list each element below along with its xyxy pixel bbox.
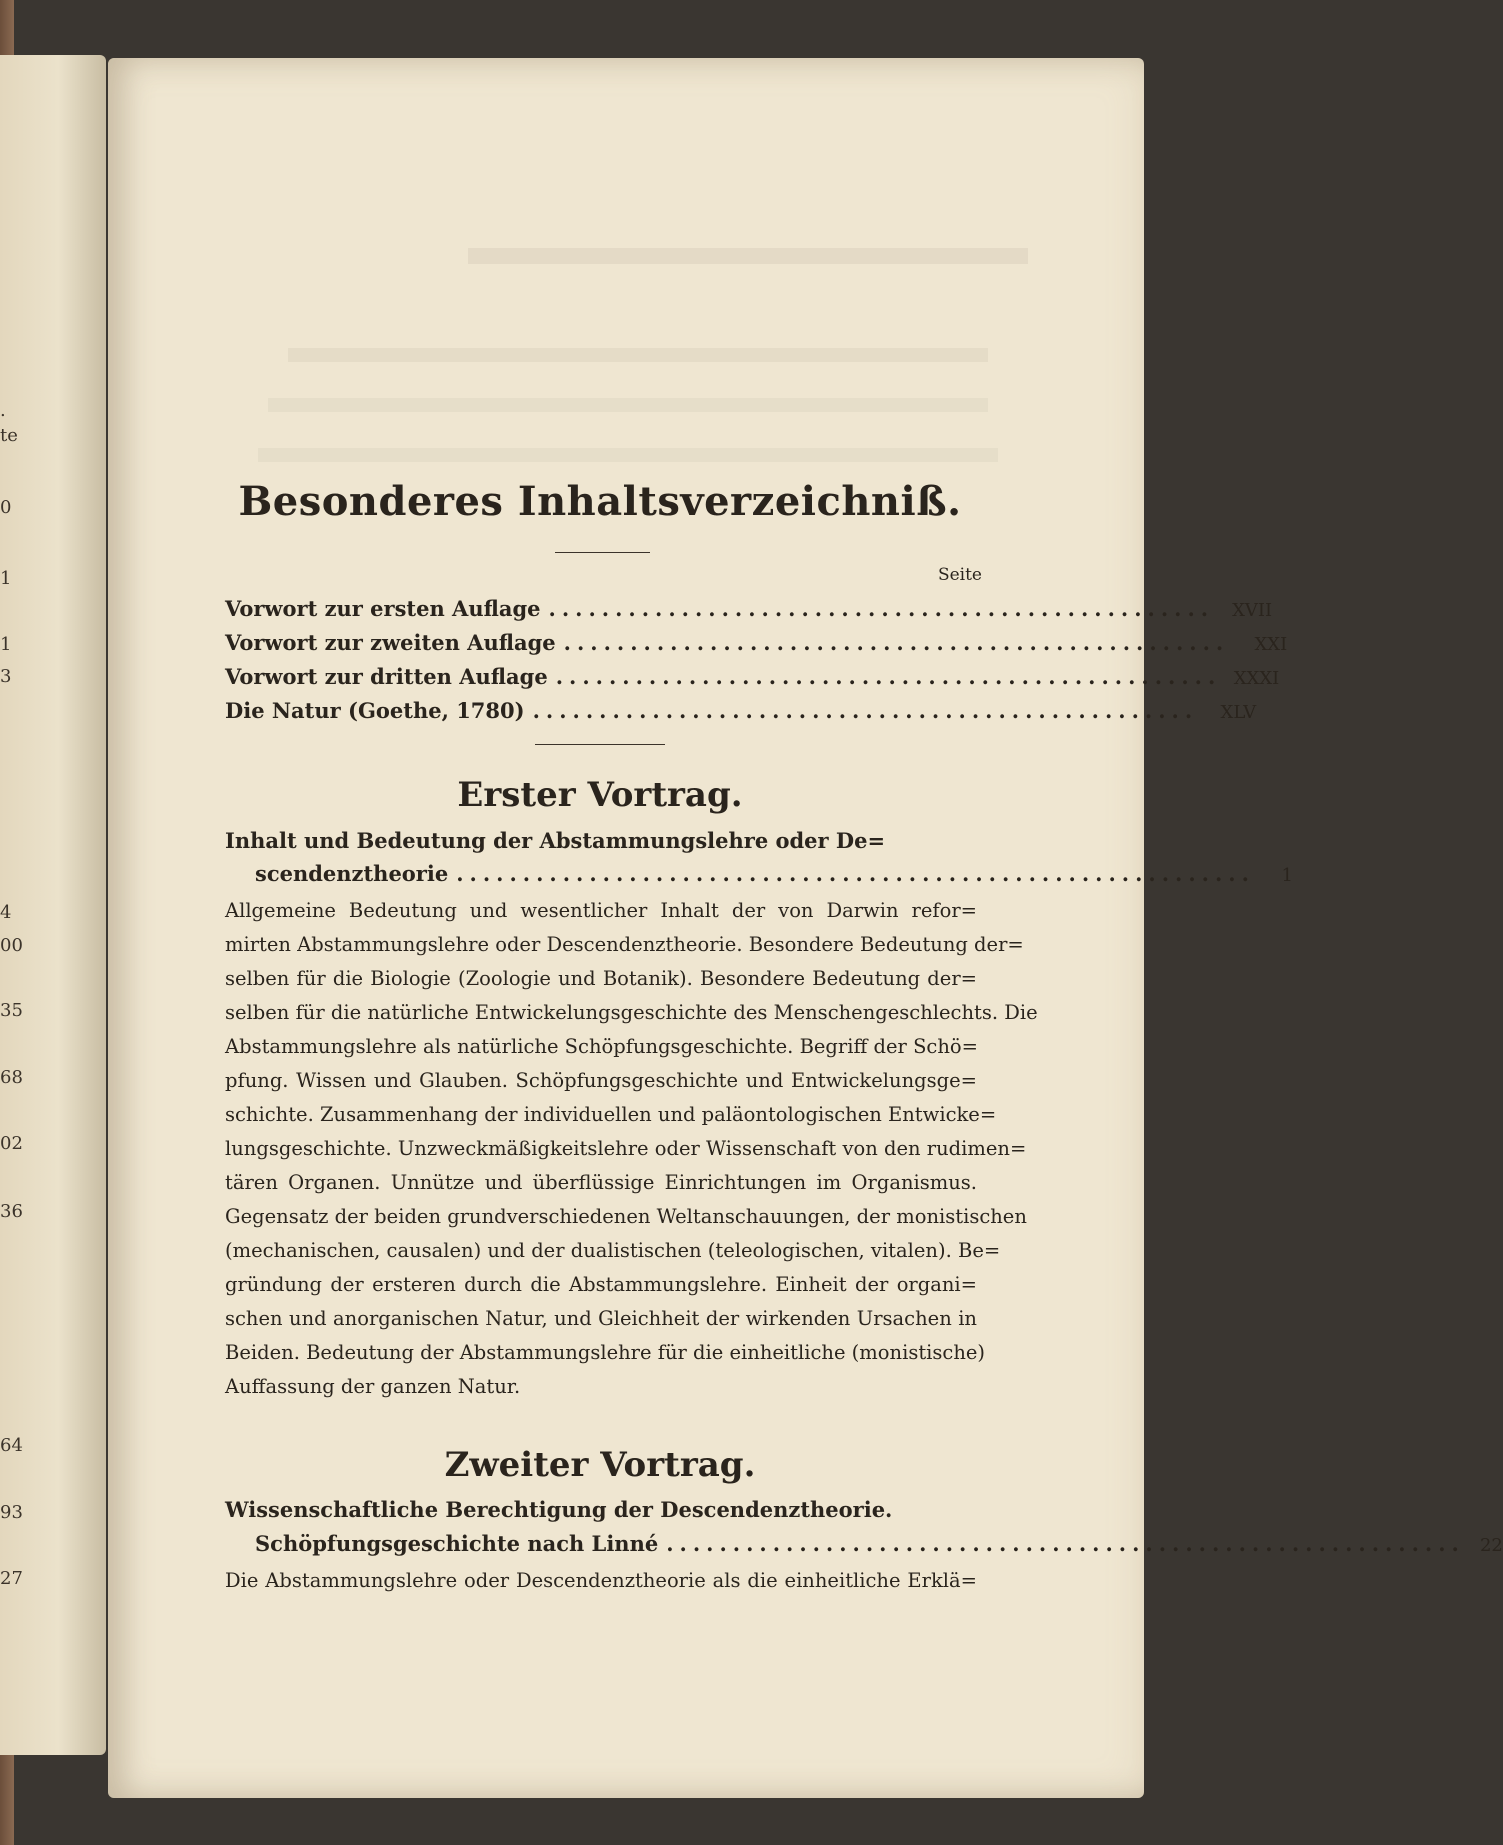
left-margin-fragment: 36 <box>0 1201 23 1222</box>
toc-entry-page: XXXI <box>1233 668 1280 689</box>
left-margin-fragment: 4 <box>0 902 12 923</box>
bleed-through <box>468 248 1028 264</box>
toc-entry <box>225 698 1257 728</box>
leader-dots: .................................................. <box>555 664 1222 689</box>
toc-entry-label: Die Natur (Goethe, 1780) <box>225 698 525 723</box>
seite-header: Seite <box>937 565 982 585</box>
toc-entry-label: Vorwort zur zweiten Auflage <box>225 630 556 655</box>
lecture-1-text-line: Gegensatz der beiden grundverschiedenen Weltanschauungen, der monistischen <box>225 1205 1027 1228</box>
lecture-1-text-line: Allgemeine Bedeutung und wesentlicher Inhalt der von Darwin refor= <box>225 899 977 922</box>
lecture-1-text-line: gründung der ersteren durch die Abstammungslehre. Einheit der organi= <box>225 1273 977 1296</box>
leader-dots: ............................................................ <box>456 861 1255 886</box>
bleed-through <box>268 398 988 412</box>
lecture-2-page: 22 <box>1479 1535 1503 1556</box>
lecture-1-text-line: selben für die Biologie (Zoologie und Botanik). Besondere Bedeutung der= <box>225 967 977 990</box>
left-margin-fragment: 27 <box>0 1568 23 1589</box>
left-margin-fragment: . <box>0 400 6 421</box>
lecture-2-heading-row <box>255 1531 1503 1556</box>
lecture-1-heading-row <box>255 861 1293 886</box>
toc-entry-label: Vorwort zur dritten Auflage <box>225 664 548 689</box>
lecture-1-text-line: (mechanischen, causalen) und der dualistischen (teleologischen, vitalen). Be= <box>225 1239 1001 1262</box>
lecture-1-text-line: selben für die natürliche Entwickelungsgeschichte des Menschengeschlechts. Die <box>225 1001 1038 1024</box>
lecture-1-title: Erster Vortrag. <box>457 775 743 815</box>
lecture-1-text-line: lungsgeschichte. Unzweckmäßigkeitslehre oder Wissenschaft von den rudimen= <box>225 1137 1027 1160</box>
left-margin-fragment: 64 <box>0 1435 23 1456</box>
leader-dots: .................................................. <box>563 630 1230 655</box>
lecture-1-text-line: schen und anorganischen Natur, und Gleichheit der wirkenden Ursachen in <box>225 1307 977 1330</box>
page-title: Besonderes Inhaltsverzeichniß. <box>238 478 962 525</box>
lecture-2-heading-cont: Schöpfungsgeschichte nach Linné <box>255 1531 659 1556</box>
section-rule <box>535 744 665 745</box>
left-margin-fragment: te <box>0 425 18 446</box>
leader-dots: .................................................. <box>548 596 1215 621</box>
lecture-1-heading: Inhalt und Bedeutung der Abstammungslehre oder De= <box>225 828 886 853</box>
left-margin-fragment: 02 <box>0 1133 23 1154</box>
title-rule <box>555 552 650 553</box>
leader-dots: ............................................................ <box>666 1531 1465 1556</box>
lecture-1-text-line: Beiden. Bedeutung der Abstammungslehre für die einheitliche (monistische) <box>225 1341 986 1364</box>
bleed-through <box>258 448 998 462</box>
left-page-edge <box>0 55 106 1755</box>
lecture-2-text-line: Die Abstammungslehre oder Descendenztheorie als die einheitliche Erklä= <box>225 1569 977 1592</box>
leader-dots: .................................................. <box>532 698 1199 723</box>
lecture-1-heading-cont: scendenztheorie <box>255 861 449 886</box>
left-margin-fragment: 68 <box>0 1067 23 1088</box>
left-margin-fragment: 00 <box>0 935 23 956</box>
toc-entry <box>225 664 1280 694</box>
lecture-1-text-line: schichte. Zusammenhang der individuellen und paläontologischen Entwicke= <box>225 1103 997 1126</box>
lecture-1-text-line: pfung. Wissen und Glauben. Schöpfungsgeschichte und Entwickelungsge= <box>225 1069 977 1092</box>
toc-entry-page: XXI <box>1254 634 1288 655</box>
bleed-through <box>288 348 988 362</box>
left-margin-fragment: 3 <box>0 666 12 687</box>
toc-entry <box>225 596 1273 626</box>
left-margin-fragment: 1 <box>0 634 12 655</box>
lecture-1-page: 1 <box>1281 865 1293 886</box>
left-margin-fragment: 93 <box>0 1502 23 1523</box>
toc-entry <box>225 630 1288 660</box>
left-margin-fragment: 1 <box>0 568 12 589</box>
lecture-1-text-line: tären Organen. Unnütze und überflüssige Einrichtungen im Organismus. <box>225 1171 977 1194</box>
toc-entry-page: XVII <box>1232 600 1273 621</box>
lecture-1-text-line: Abstammungslehre als natürliche Schöpfungsgeschichte. Begriff der Schö= <box>225 1035 978 1058</box>
toc-entry-page: XLV <box>1220 702 1257 723</box>
left-margin-fragment: 35 <box>0 1000 23 1021</box>
lecture-1-text-line: Auffassung der ganzen Natur. <box>225 1375 521 1398</box>
toc-entry-label: Vorwort zur ersten Auflage <box>225 596 541 621</box>
lecture-1-text-line: mirten Abstammungslehre oder Descendenztheorie. Besondere Bedeutung der= <box>225 933 1024 956</box>
lecture-2-heading: Wissenschaftliche Berechtigung der Descendenztheorie. <box>225 1497 893 1522</box>
left-margin-fragment: 0 <box>0 497 12 518</box>
lecture-2-title: Zweiter Vortrag. <box>444 1445 756 1485</box>
